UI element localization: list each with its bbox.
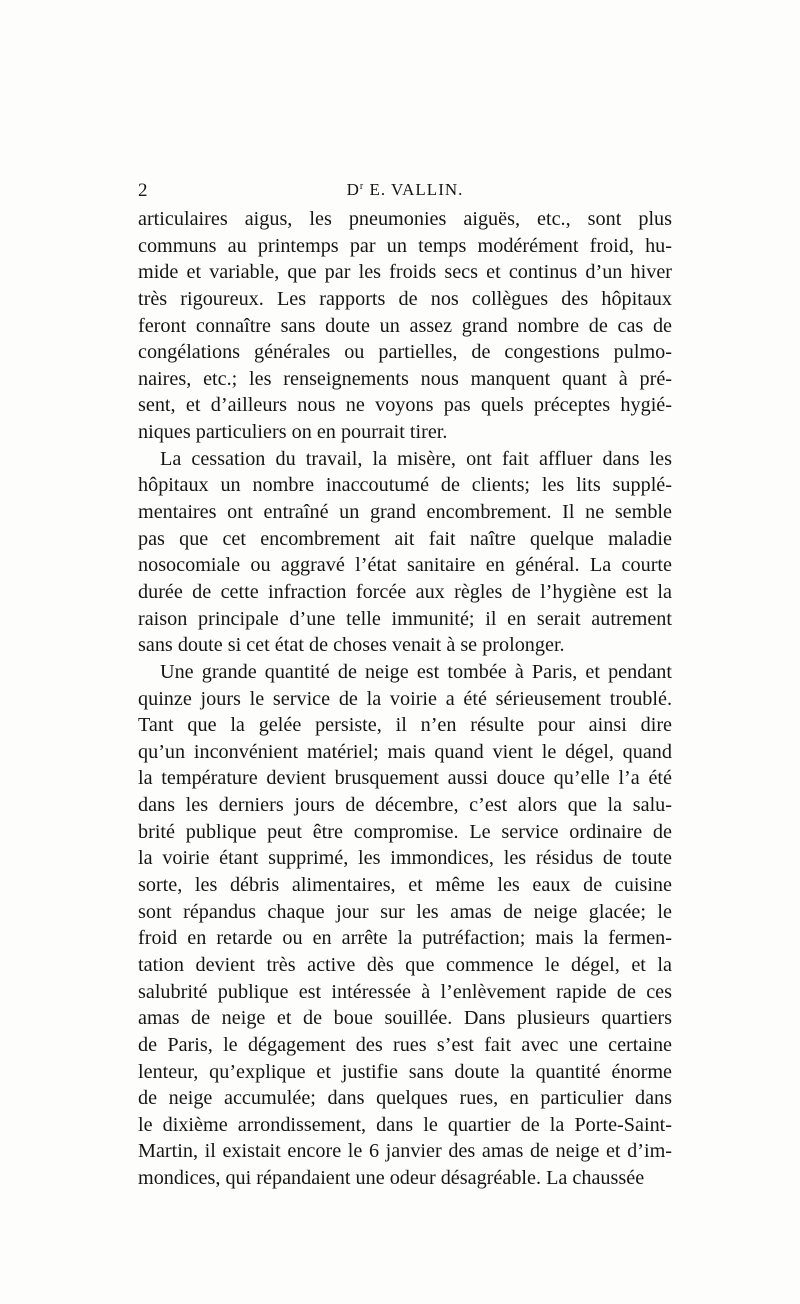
- author-name: E. VALLIN.: [369, 180, 464, 199]
- text-line: communs au printemps par un temps modérément froid, hu-: [138, 234, 672, 257]
- text-line: hôpitaux un nombre inaccoutumé de clients; les lits supplé-: [138, 474, 672, 497]
- text-line: le dixième arrondissement, dans le quartier de la Porte-Saint-: [138, 1113, 672, 1136]
- text-line: congélations générales ou partielles, de congestions pulmo-: [138, 341, 672, 364]
- page-header: [138, 180, 672, 204]
- paragraph-1: [138, 206, 672, 446]
- text-line: Tant que la gelée persiste, il n’en résulte pour ainsi dire: [138, 714, 672, 737]
- text-line: la température devient brusquement aussi douce qu’elle l’a été: [138, 767, 672, 790]
- text-line: qu’un inconvénient matériel; mais quand vient le dégel, quand: [138, 740, 672, 763]
- author-prefix-superscript: r: [359, 181, 365, 192]
- text-line: de neige accumulée; dans quelques rues, en particulier dans: [138, 1087, 672, 1110]
- text-line: mondices, qui répandaient une odeur désagréable. La chaussée: [138, 1167, 645, 1190]
- paragraph-2: [138, 446, 672, 659]
- text-line: articulaires aigus, les pneumonies aiguës, etc., sont plus: [138, 208, 672, 230]
- text-line: froid en retarde ou en arrête la putréfaction; mais la fermen-: [138, 927, 672, 950]
- paragraph-3: [138, 659, 672, 1192]
- text-line: pas que cet encombrement ait fait naître quelque maladie: [138, 527, 672, 550]
- author-prefix: D: [346, 180, 360, 199]
- text-line: sans doute si cet état de choses venait à se prolonger.: [138, 634, 565, 657]
- text-line: sorte, les débris alimentaires, et même les eaux de cuisine: [138, 874, 672, 897]
- text-line: amas de neige et de boue souillée. Dans plusieurs quartiers: [138, 1007, 672, 1030]
- text-line: sent, et d’ailleurs nous ne voyons pas quels préceptes hygié-: [138, 394, 672, 417]
- text-line: de Paris, le dégagement des rues s’est fait avec une certaine: [138, 1033, 672, 1056]
- text-line: brité publique peut être compromise. Le service ordinaire de: [138, 820, 672, 843]
- text-line: sont répandus chaque jour sur les amas de neige glacée; le: [138, 900, 672, 923]
- text-line: Martin, il existait encore le 6 janvier des amas de neige et d’im-: [138, 1140, 672, 1163]
- text-line: très rigoureux. Les rapports de nos collègues des hôpitaux: [138, 287, 672, 310]
- text-line: raison principale d’une telle immunité; il en serait autrement: [138, 607, 672, 630]
- text-line: mide et variable, que par les froids secs et continus d’un hiver: [138, 261, 672, 284]
- text-line: nosocomiale ou aggravé l’état sanitaire en général. La courte: [138, 554, 672, 577]
- body-text: [138, 206, 672, 1192]
- text-line: quinze jours le service de la voirie a été sérieusement troublé.: [138, 687, 672, 710]
- text-line: lenteur, qu’explique et justifie sans doute la quantité énorme: [138, 1060, 672, 1083]
- text-line: salubrité publique est intéressée à l’enlèvement rapide de ces: [138, 980, 672, 1003]
- text-line: naires, etc.; les renseignements nous manquent quant à pré-: [138, 367, 672, 390]
- text-line: niques particuliers on en pourrait tirer.: [138, 421, 448, 444]
- text-line: feront connaître sans doute un assez grand nombre de cas de: [138, 314, 672, 337]
- text-line: durée de cette infraction forcée aux règles de l’hygiène est la: [138, 580, 672, 603]
- text-line: la voirie étant supprimé, les immondices, les résidus de toute: [138, 847, 672, 870]
- text-line: tation devient très active dès que commence le dégel, et la: [138, 953, 672, 976]
- running-head: [138, 180, 672, 200]
- text-line: dans les derniers jours de décembre, c’est alors que la salu-: [138, 794, 672, 817]
- text-line: Une grande quantité de neige est tombée à Paris, et pendant: [160, 660, 672, 683]
- page-number: 2: [138, 180, 148, 201]
- text-line: La cessation du travail, la misère, ont fait affluer dans les: [160, 447, 672, 470]
- text-line: mentaires ont entraîné un grand encombrement. Il ne semble: [138, 501, 672, 524]
